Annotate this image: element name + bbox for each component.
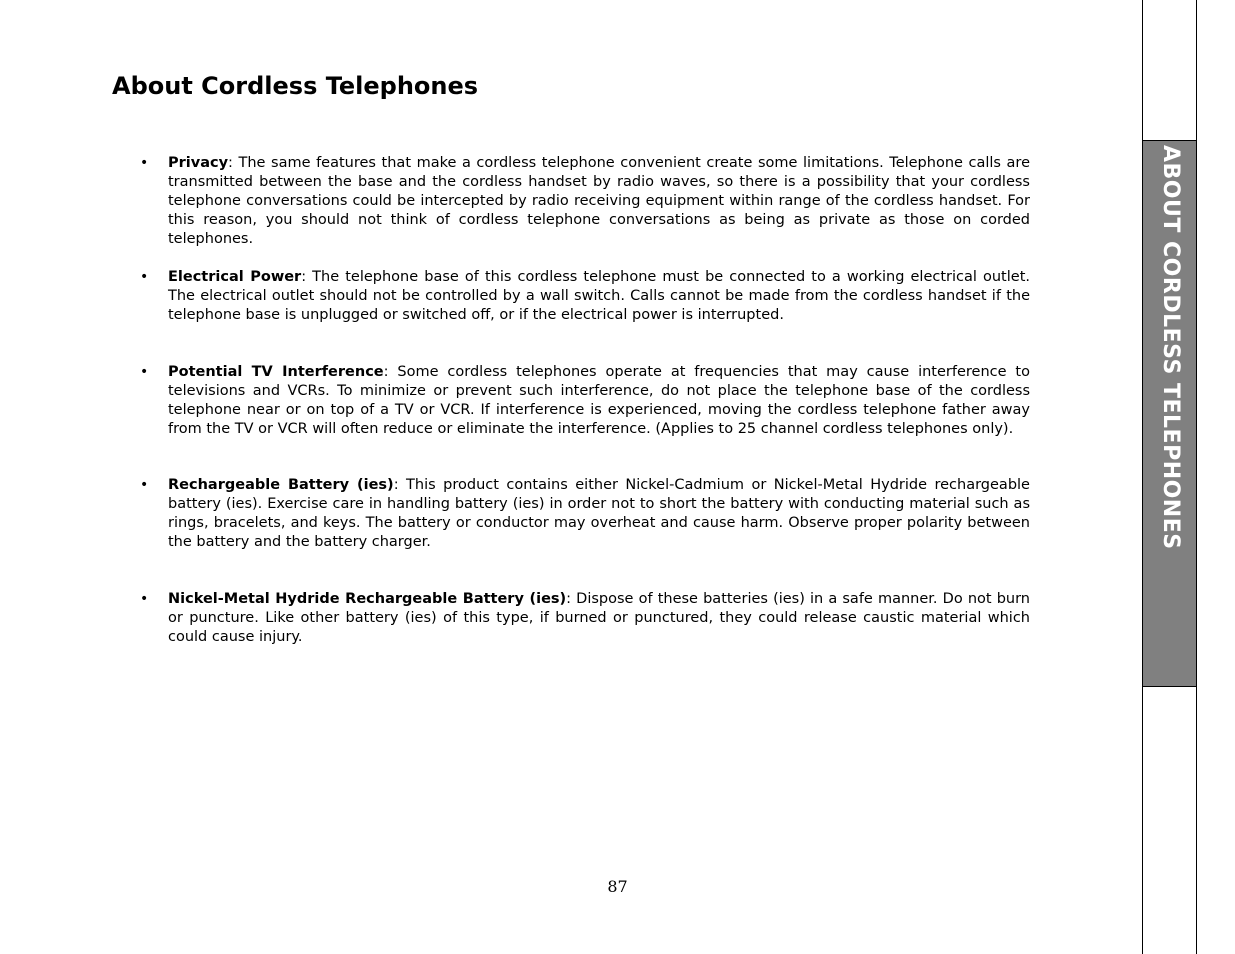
bullet-body: : Dispose of these batteries (ies) in a safe manner. Do not burn or puncture. Like other battery (ies) of this type, if burned or punctured, they could release caustic material which could cause injury. — [168, 591, 1030, 645]
bullet-term: Potential TV Interference — [168, 364, 384, 380]
bullet-text — [168, 154, 1030, 249]
bullet-icon: • — [140, 364, 149, 380]
bullet-text — [168, 590, 1030, 647]
bullet-icon: • — [140, 591, 149, 607]
bullet-term: Rechargeable Battery (ies) — [168, 477, 394, 493]
side-tab-label: ABOUT CORDLESS TELEPHONES — [1157, 145, 1183, 550]
page-title: About Cordless Telephones — [112, 72, 479, 100]
list-item-nimh-battery — [140, 590, 1030, 647]
list-item-electrical-power — [140, 268, 1030, 325]
side-tab — [1142, 0, 1197, 954]
bullet-term: Nickel-Metal Hydride Rechargeable Battery (ies) — [168, 591, 567, 607]
bullet-text — [168, 476, 1030, 552]
bullet-term: Electrical Power — [168, 269, 302, 285]
bullet-body: : The telephone base of this cordless telephone must be connected to a working electrical outlet. The electrical outlet should not be controlled by a wall switch. Calls cannot be made from the cordless handset if the telephone base is unplugged or switched off, or if the electrical power is interrupted. — [168, 269, 1030, 323]
list-item-tv-interference — [140, 363, 1030, 439]
page-number: 87 — [607, 877, 628, 896]
bullet-body: : The same features that make a cordless telephone convenient create some limitations. Telephone calls are transmitted between the base and the cordless handset by radio waves, so there is a possibility that your cordless telephone conversations could be intercepted by radio receiving equipment within range of the cordless handset. For this reason, you should not think of cordless telephone conversations as being as private as those on corded telephones. — [168, 155, 1030, 247]
bullet-term: Privacy — [168, 155, 229, 171]
bullet-body: : This product contains either Nickel-Cadmium or Nickel-Metal Hydride rechargeable battery (ies). Exercise care in handling battery (ies) in order not to short the battery with conducting material such as rings, bracelets, and keys. The battery or conductor may overheat and cause harm. Observe proper polarity between the battery and the battery charger. — [168, 477, 1030, 550]
bullet-icon: • — [140, 269, 149, 285]
list-item-privacy — [140, 154, 1030, 249]
bullet-text — [168, 363, 1030, 439]
bullet-icon: • — [140, 477, 149, 493]
bullet-icon: • — [140, 155, 149, 171]
bullet-text — [168, 268, 1030, 325]
bullet-body: : Some cordless telephones operate at frequencies that may cause interference to televisions and VCRs. To minimize or prevent such interference, do not place the telephone base of the cordless telephone near or on top of a TV or VCR. If interference is experienced, moving the cordless telephone father away from the TV or VCR will often reduce or eliminate the interference. (Applies to 25 channel cordless telephones only). — [168, 364, 1030, 437]
list-item-rechargeable-battery — [140, 476, 1030, 552]
